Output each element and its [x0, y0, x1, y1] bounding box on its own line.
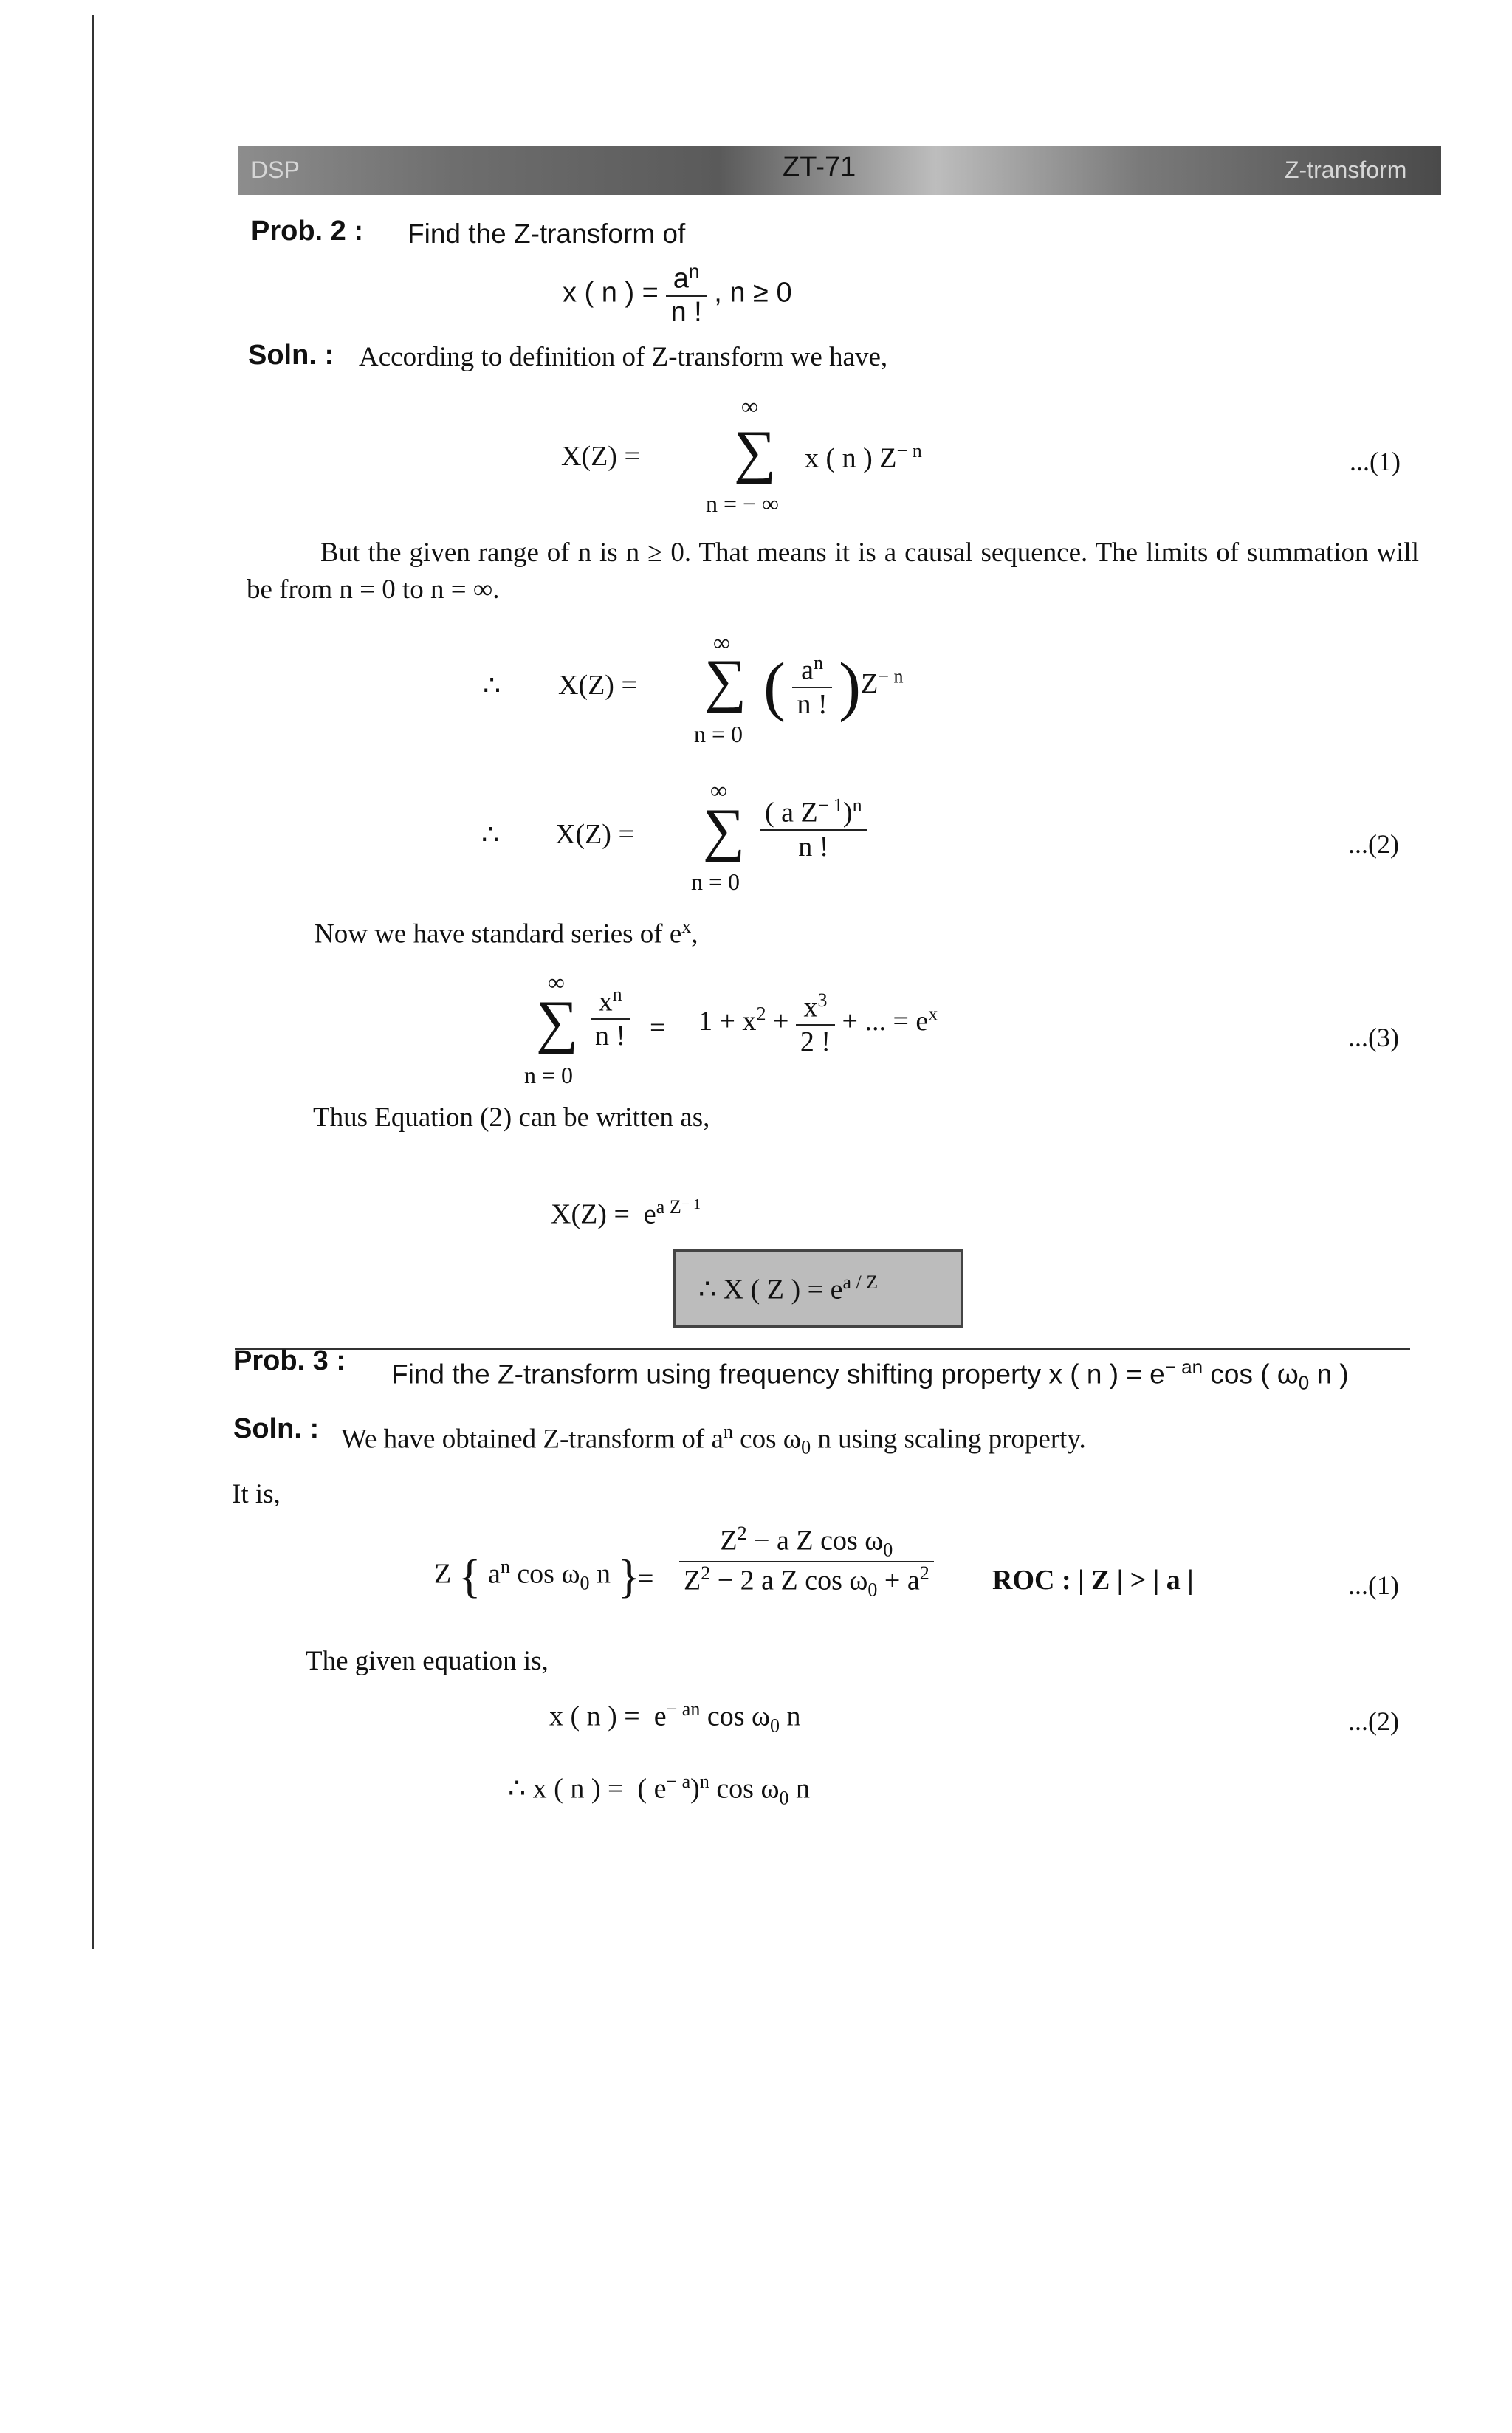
eq3-rhs-a: 1 + x — [698, 1006, 757, 1037]
prob3-eq2-rhs-sub: 0 — [770, 1715, 780, 1737]
prob3-eq3 — [508, 1771, 810, 1809]
prob3-eq1-num-sub: 0 — [883, 1539, 893, 1561]
eqa-rparen: ) — [839, 650, 862, 723]
eq1-sigma: ∑ — [734, 419, 777, 484]
prob2-soln-label: Soln. : — [248, 340, 334, 371]
prob3-eq1-number: ...(1) — [1348, 1571, 1399, 1600]
eqa-num-sup: n — [814, 652, 823, 674]
eq2-lhs: X(Z) = — [555, 819, 634, 850]
margin-line — [92, 15, 94, 1949]
prob3-eq1-lhs — [434, 1549, 640, 1604]
prob3-eq3-rhs-mid: ) — [690, 1773, 700, 1805]
prob3-eq1-den-sup: 2 — [701, 1562, 711, 1585]
prob3-eq2-lhs: x ( n ) = — [549, 1701, 640, 1732]
eq3-sigma: ∑ — [536, 989, 579, 1054]
eq3-fraction — [591, 984, 630, 1052]
page-id: ZT-71 — [783, 151, 856, 182]
eq3-den: n ! — [595, 1020, 626, 1051]
eq3-equals: = — [650, 1012, 666, 1043]
header-right-tag: Z-transform — [1285, 157, 1407, 183]
prob2-label: Prob. 2 : — [251, 216, 364, 247]
eqa-tail-sup: − n — [878, 665, 904, 687]
eqa-fraction — [792, 652, 831, 721]
eq2-fraction — [760, 795, 867, 863]
prob3-eq3-rhs-sup2: n — [699, 1771, 709, 1792]
eq3-num-sup: n — [612, 984, 622, 1005]
eq2-number: ...(2) — [1348, 829, 1399, 859]
boxed-text: ∴ X ( Z ) = e — [698, 1274, 843, 1305]
header-left-tag: DSP — [251, 157, 300, 183]
prob3-eq2-rhs: e — [653, 1701, 667, 1732]
eq3-rhs-a-sup: 2 — [756, 1003, 766, 1025]
eq1-body-sup: − n — [896, 440, 922, 461]
prob3-eq1-equals: = — [638, 1563, 654, 1594]
eq3-rhs-fraction — [796, 989, 835, 1058]
eqa-lhs: X(Z) = — [558, 670, 637, 701]
prob3-eq1-den: Z — [684, 1565, 701, 1596]
eq3-frac-num: x — [803, 992, 818, 1023]
prob2-statement: Find the Z-transform of — [408, 219, 686, 249]
eq1-upper: ∞ — [741, 393, 758, 419]
eq1-lower: n = − ∞ — [706, 490, 779, 517]
eq1-number: ...(1) — [1350, 447, 1401, 476]
prob2-paragraph-2 — [315, 916, 698, 950]
eq4-lhs: X(Z) = — [551, 1198, 630, 1230]
boxed-answer — [698, 1272, 878, 1306]
prob3-eq2-rhs-tail2: n — [786, 1701, 801, 1732]
prob3-eq1-inner: a — [487, 1558, 501, 1590]
prob3-eq3-rhs-sub: 0 — [779, 1787, 789, 1809]
eqa-therefore: ∴ — [483, 670, 501, 701]
eq4-rhs-sup2: − 1 — [681, 1196, 701, 1212]
prob3-eq3-rhs: ( e — [637, 1773, 667, 1805]
prob3-eq1-den-tail: − 2 a Z cos ω — [717, 1565, 868, 1596]
prob3-eq1-lbrace: { — [458, 1550, 481, 1602]
prob3-statement-tail: cos ( ω — [1210, 1359, 1299, 1390]
prob3-eq1-den-tail2: + a — [884, 1565, 920, 1596]
prob3-eq3-rhs-tail2: n — [795, 1773, 810, 1805]
eq2-num-tail: ) — [842, 797, 853, 828]
given-fraction — [666, 260, 706, 329]
eq2-body — [760, 795, 867, 863]
prob3-eq1-inner2-sub: 0 — [580, 1572, 590, 1594]
eq3-upper: ∞ — [548, 969, 565, 995]
given-den: n ! — [670, 296, 702, 328]
eq4-rhs: e — [643, 1198, 656, 1230]
eq3-frac-num-sup: 3 — [817, 989, 828, 1011]
prob3-eq1-num-tail: − a Z cos ω — [754, 1525, 884, 1557]
prob3-eq1-inner2: cos ω — [517, 1558, 580, 1590]
eq2-upper: ∞ — [710, 777, 727, 803]
prob3-statement-text: Find the Z-transform using frequency shifting property x ( n ) = e — [391, 1359, 1165, 1390]
eqa-lower: n = 0 — [694, 721, 743, 747]
eq3-rhs — [698, 989, 938, 1058]
eq3-frac-den: 2 ! — [800, 1026, 831, 1057]
prob3-eq1-inner3: n — [596, 1558, 611, 1590]
prob3-it-is: It is, — [232, 1479, 281, 1509]
eqa-tail: Z — [861, 668, 879, 700]
prob3-eq1-num-sup: 2 — [737, 1523, 747, 1544]
eq2-num-sup: − 1 — [817, 795, 843, 816]
prob3-eq1-den-sup2: 2 — [919, 1562, 929, 1585]
eqa-sigma: ∑ — [704, 648, 747, 713]
eq2-den: n ! — [798, 831, 829, 862]
eq1-body — [805, 440, 922, 475]
prob2-paragraph-1: But the given range of n is n ≥ 0. That means it is a causal sequence. The limits of summation will be from n = 0 to n = ∞. — [247, 538, 1419, 605]
eq3-lhs-fraction — [591, 984, 630, 1052]
given-lhs: x ( n ) = — [563, 277, 659, 309]
prob3-statement-sub: 0 — [1298, 1371, 1310, 1394]
prob3-eq1-inner-sup: n — [500, 1556, 510, 1578]
eq1-lhs: X(Z) = — [561, 441, 640, 472]
eqa-upper: ∞ — [713, 629, 730, 656]
prob3-eq1-rbrace: } — [617, 1550, 641, 1602]
prob3-statement-tail2: n ) — [1316, 1359, 1349, 1390]
prob2-paragraph-3: Thus Equation (2) can be written as, — [313, 1102, 710, 1133]
prob3-eq3-rhs-tail: cos ω — [716, 1773, 780, 1805]
prob3-eq2-rhs-tail: cos ω — [707, 1701, 770, 1732]
given-cond: , n ≥ 0 — [714, 277, 792, 309]
prob3-eq3-lhs: ∴ x ( n ) = — [508, 1773, 624, 1805]
eq2-num: ( a Z — [765, 797, 818, 828]
prob3-soln-c: n using scaling property. — [817, 1424, 1086, 1455]
eqa-lparen: ( — [763, 650, 786, 723]
prob3-soln-a: We have obtained Z-transform of a — [341, 1424, 724, 1455]
prob3-soln-b: cos ω — [740, 1424, 802, 1455]
eqa-body — [763, 648, 904, 724]
prob3-eq2-number: ...(2) — [1348, 1706, 1399, 1736]
prob3-eq2 — [549, 1698, 801, 1737]
boxed-sup: a / Z — [842, 1272, 879, 1293]
eq4 — [551, 1196, 701, 1231]
para2-tail: , — [691, 919, 698, 950]
prob3-statement — [391, 1356, 1349, 1395]
eq3-lower: n = 0 — [524, 1062, 574, 1088]
prob2-given-equation — [563, 260, 792, 329]
eq3-rhs-c: + ... = e — [842, 1006, 929, 1037]
eq3-rhs-c-sup: x — [928, 1003, 938, 1025]
prob3-given: The given equation is, — [306, 1646, 549, 1676]
prob3-eq1-fraction — [679, 1523, 934, 1602]
prob2-soln-text: According to definition of Z-transform we have, — [359, 342, 888, 372]
prob3-eq1-num: Z — [720, 1525, 738, 1557]
prob3-soln-text — [341, 1421, 1086, 1459]
para2-sup: x — [681, 916, 692, 937]
section-divider — [235, 1348, 1410, 1350]
para2-text: Now we have standard series of e — [315, 919, 682, 950]
eq2-lower: n = 0 — [691, 868, 740, 895]
eq3-num: x — [598, 986, 613, 1018]
eqa-den: n ! — [797, 688, 828, 720]
given-num: a — [673, 263, 689, 295]
prob3-eq1-fraction-wrap — [679, 1523, 934, 1602]
eqa-num: a — [801, 654, 814, 686]
prob3-soln-label: Soln. : — [233, 1413, 320, 1444]
eq2-therefore: ∴ — [481, 820, 500, 851]
eq3-rhs-b: + — [772, 1006, 789, 1037]
prob3-eq2-rhs-sup: − an — [666, 1698, 701, 1720]
prob3-eq1-den-sub: 0 — [867, 1579, 878, 1601]
prob3-label: Prob. 3 : — [233, 1345, 346, 1376]
prob3-statement-sup: − an — [1164, 1356, 1203, 1378]
prob3-roc: ROC : | Z | > | a | — [992, 1565, 1194, 1596]
eq3-number: ...(3) — [1348, 1023, 1399, 1052]
prob3-soln-sub: 0 — [801, 1436, 811, 1458]
prob3-eq3-rhs-sup: − a — [666, 1771, 691, 1792]
prob3-eq1-z: Z — [434, 1558, 452, 1590]
given-num-sup: n — [688, 260, 700, 282]
eq2-sigma: ∑ — [703, 797, 746, 862]
eq1-body-text: x ( n ) Z — [805, 442, 897, 474]
prob3-soln-sup: n — [723, 1421, 733, 1442]
eq2-num-tail-sup: n — [852, 795, 862, 816]
eq4-rhs-sup: a Z — [656, 1196, 681, 1218]
